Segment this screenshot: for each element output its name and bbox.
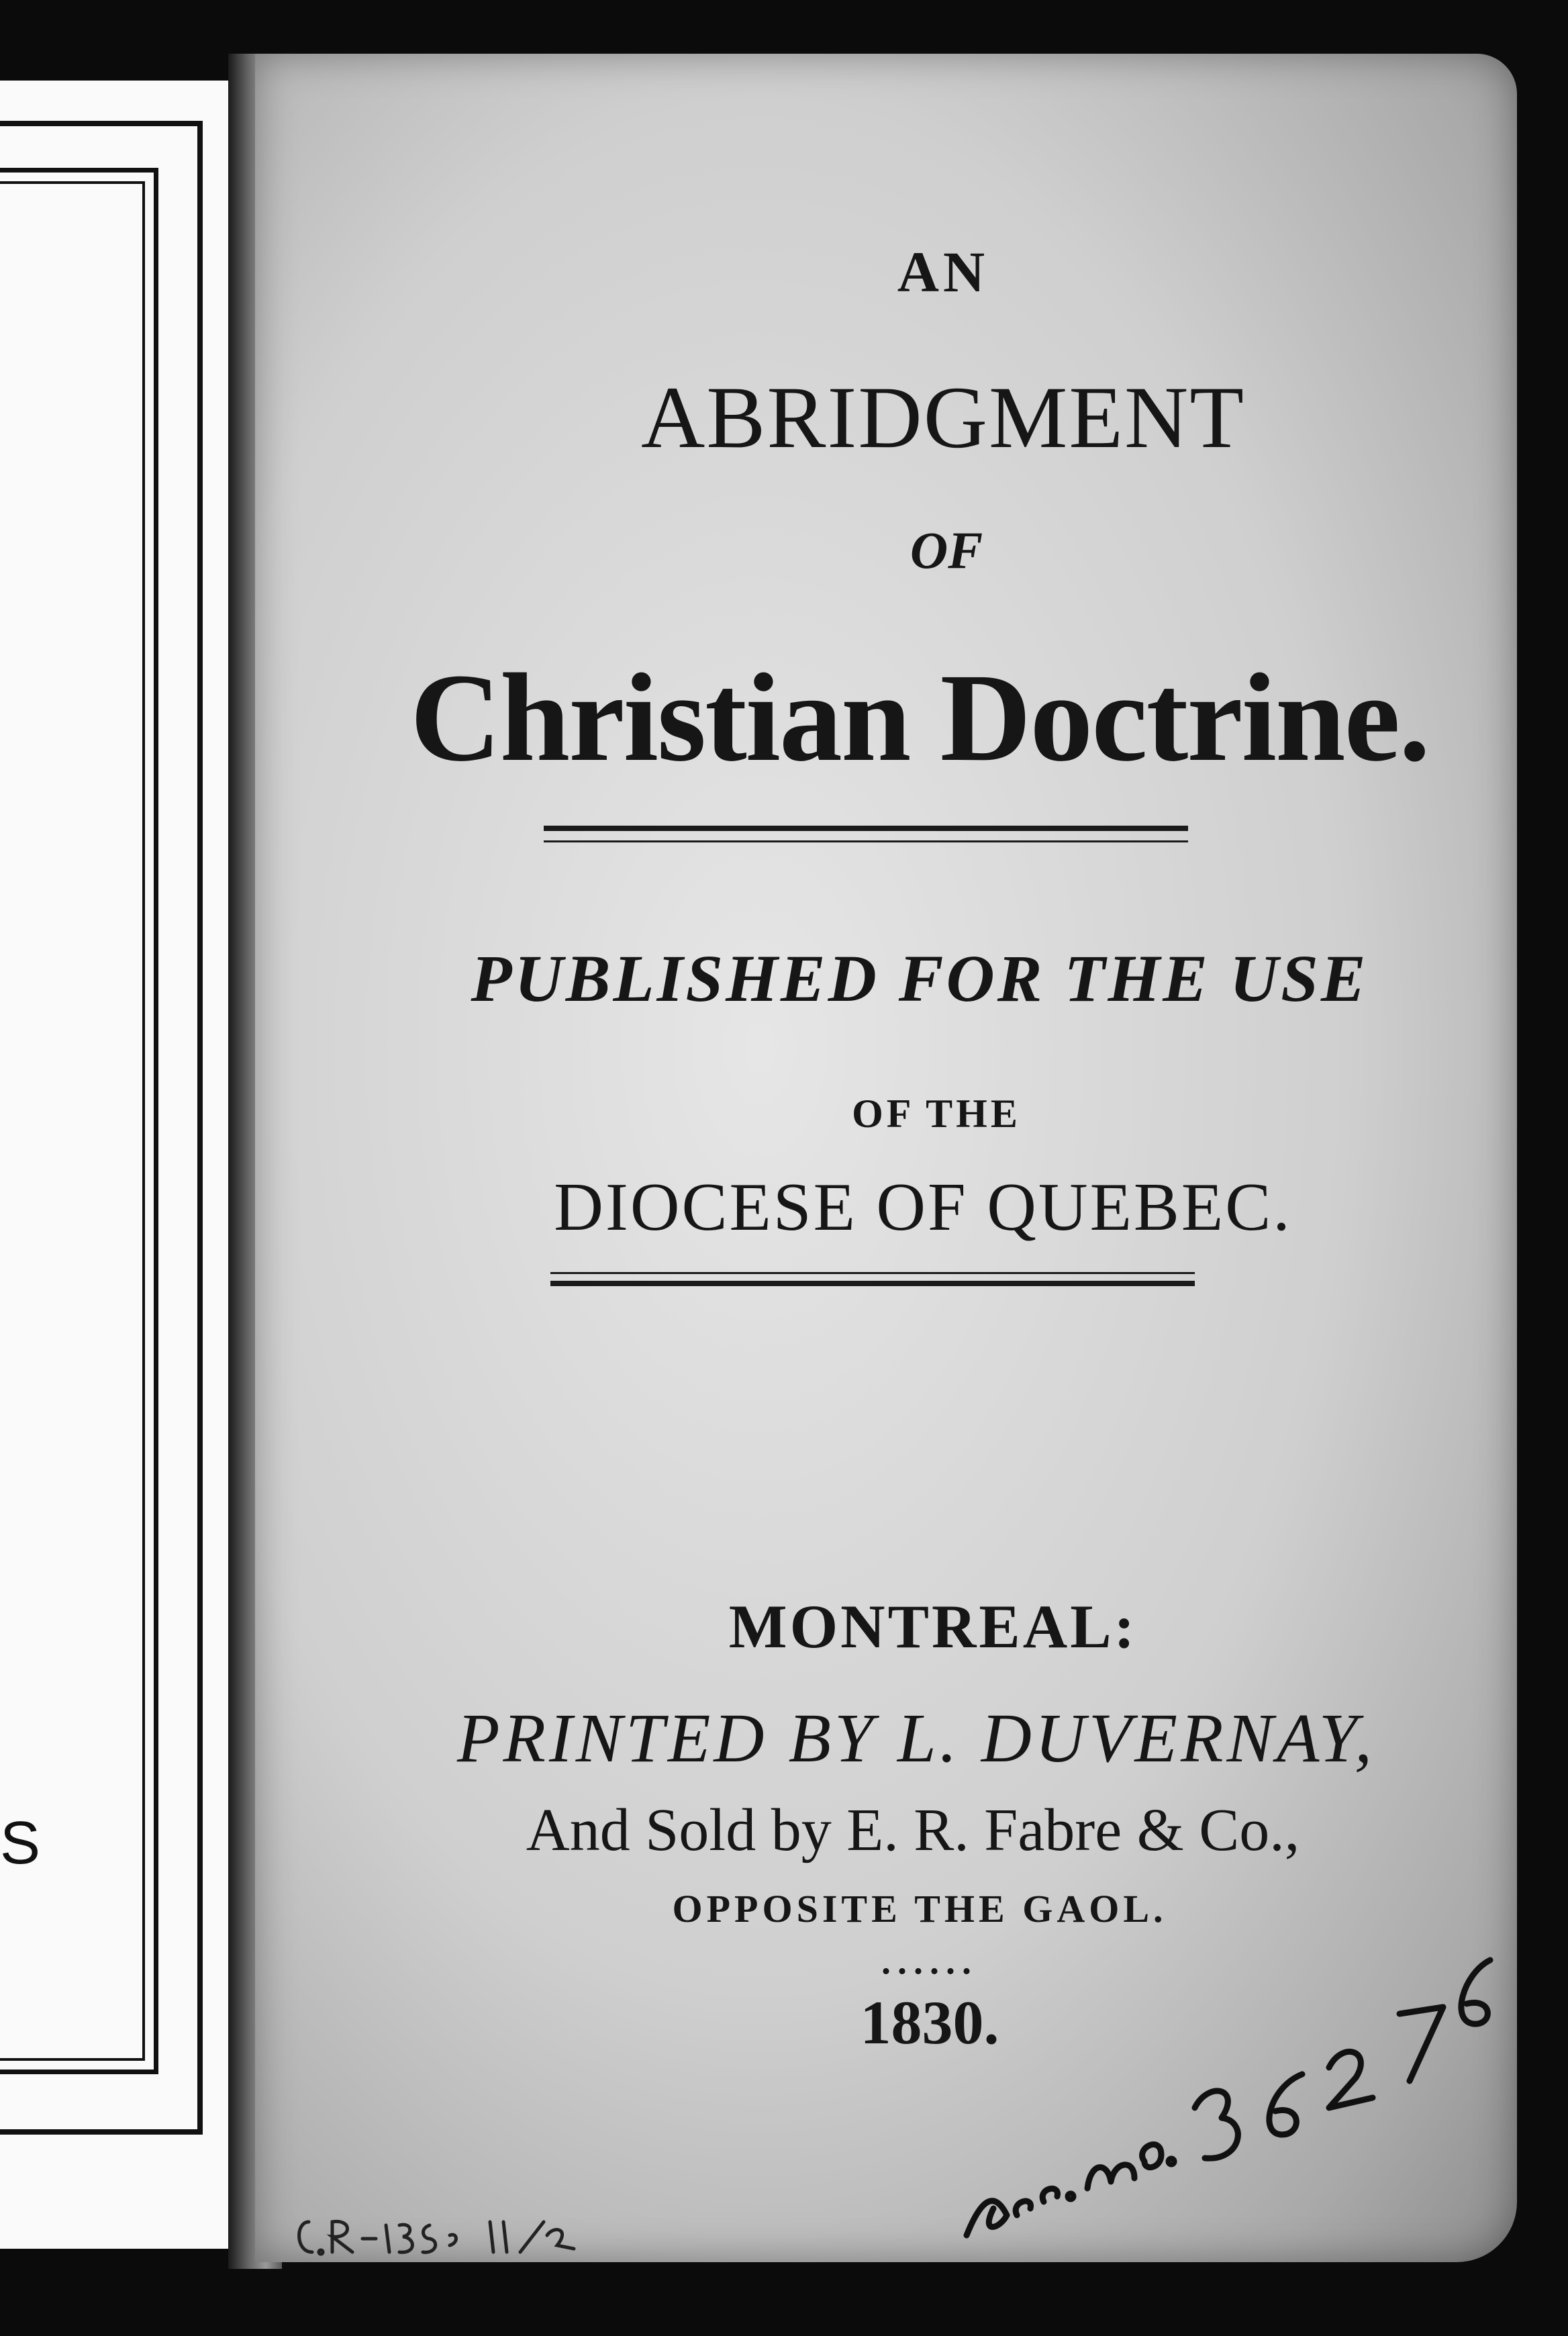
title-line-published: PUBLISHED FOR THE USE <box>471 941 1369 1016</box>
title-page <box>255 54 1517 2262</box>
left-page-border-innermost <box>0 181 145 2061</box>
left-page-edge-letter: S <box>0 1810 41 1877</box>
imprint-year: 1830. <box>860 1988 999 2057</box>
divider-rule-bottom-thin <box>550 1272 1195 1274</box>
imprint-city: MONTREAL: <box>728 1592 1138 1661</box>
imprint-address: OPPOSITE THE GAOL. <box>672 1887 1167 1931</box>
left-page <box>0 81 236 2249</box>
divider-rule-bottom-thick <box>550 1281 1195 1286</box>
title-line-christian-doctrine: Christian Doctrine. <box>409 647 1430 787</box>
handwritten-shelf-note <box>289 2188 691 2269</box>
divider-rule-top-thick <box>544 826 1188 831</box>
title-line-abridgment: ABRIDGMENT <box>641 368 1245 467</box>
imprint-dots: ...... <box>881 1941 978 1982</box>
title-line-of: OF <box>910 521 983 579</box>
handwritten-accession-note <box>953 1933 1504 2249</box>
imprint-seller: And Sold by E. R. Fabre & Co., <box>526 1797 1300 1863</box>
divider-rule-top-thin <box>544 840 1188 842</box>
imprint-printer: PRINTED BY L. DUVERNAY, <box>457 1700 1375 1777</box>
title-line-diocese: DIOCESE OF QUEBEC. <box>554 1169 1292 1245</box>
title-line-an: AN <box>897 240 989 304</box>
title-line-of-the: OF THE <box>852 1091 1021 1136</box>
